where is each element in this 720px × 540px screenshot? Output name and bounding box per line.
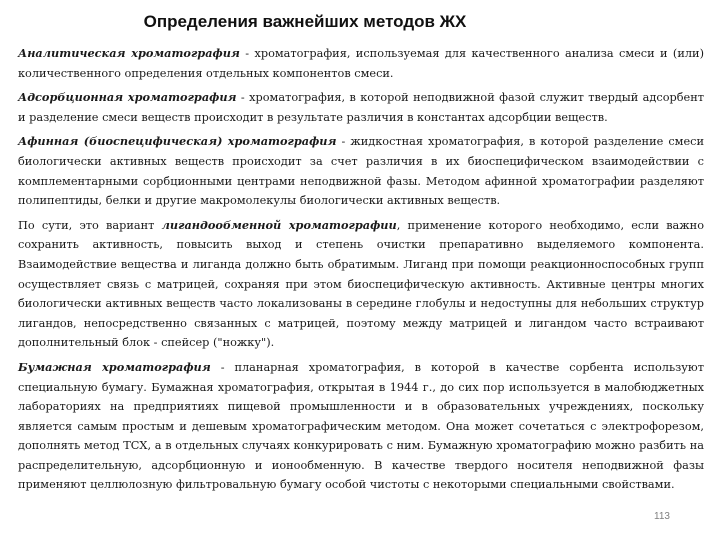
- term-paper-chromatography: Бумажная хроматография: [18, 359, 211, 374]
- term-adsorption-chromatography: Адсорбционная хроматография: [18, 90, 237, 105]
- page-title: Определения важнейших методов ЖХ: [143, 12, 467, 31]
- paragraph-lead: По сути, это вариант: [18, 218, 162, 232]
- definition-text: , применение которого необходимо, если важно сохранить активность, повысить выход и степень очистки препаративно выделяемого компонента. Взаимодействие вещества и лиганда должно быть обратимым. Лиганд при помощи реакционноспособных групп осуществляет связь с матрицей, сохраняя при этом биоспецифическую активность. Активные центры многих биологически активных веществ часто локализованы в середине глобулы и недоступны для небольших структур лигандов, непосредственно связанных с матрицей, поэтому между матрицей и лигандом часто встраивают дополнительный блок - спейсер ("ножку").: [18, 218, 705, 350]
- definition-paper-chromatography: [18, 358, 704, 495]
- term-affinity-chromatography: Афинная (биоспецифическая) хроматография: [18, 134, 337, 149]
- term-ligand-exchange-chromatography: лигандообменной хроматографии: [161, 217, 397, 232]
- definition-text: - планарная хроматография, в которой в качестве сорбента используют специальную бумагу. Бумажная хроматография, открытая в 1944 г., до сих пор используется в малобюджетных лабораториях на предприятиях пищевой промышленности и в образовательных учреждениях, поскольку является самым простым и дешевым хроматографическим методом. Она может сочетаться с электрофорезом, дополнять метод ТСХ, а в отдельных случаях конкурировать с ним. Бумажную хроматографию можно разбить на распределительную, адсорбционную и ионообменную. В качестве твердого носителя неподвижной фазы применяют целлюлозную фильтровальную бумагу особой чистоты с некоторыми специальными свойствами.: [18, 360, 704, 492]
- definition-text: - жидкостная хроматография, в которой разделение смеси биологически активных веществ происходит за счет различия в их биоспецифическом взаимодействии с комплементарными сорбционными центрами неподвижной фазы. Методом афинной хроматографии разделяют полипептиды, белки и другие макромолекулы биологически активных веществ.: [18, 135, 704, 208]
- definition-affinity-chromatography: [18, 132, 704, 210]
- definition-ligand-exchange-note: [18, 216, 704, 353]
- definition-text: - хроматография, в которой неподвижной фазой служит твердый адсорбент и разделение смеси веществ происходит в результате различия в константах адсорбции веществ.: [18, 91, 704, 124]
- document-body: [18, 44, 704, 500]
- definition-adsorption-chromatography: [18, 88, 704, 127]
- page-number: 113: [654, 511, 670, 522]
- term-analytical-chromatography: Аналитическая хроматография: [18, 46, 240, 60]
- definition-text: - хроматография, используемая для качественного анализа смеси и (или) количественного определения отдельных компонентов смеси.: [18, 47, 704, 80]
- definition-analytical-chromatography: [18, 44, 704, 83]
